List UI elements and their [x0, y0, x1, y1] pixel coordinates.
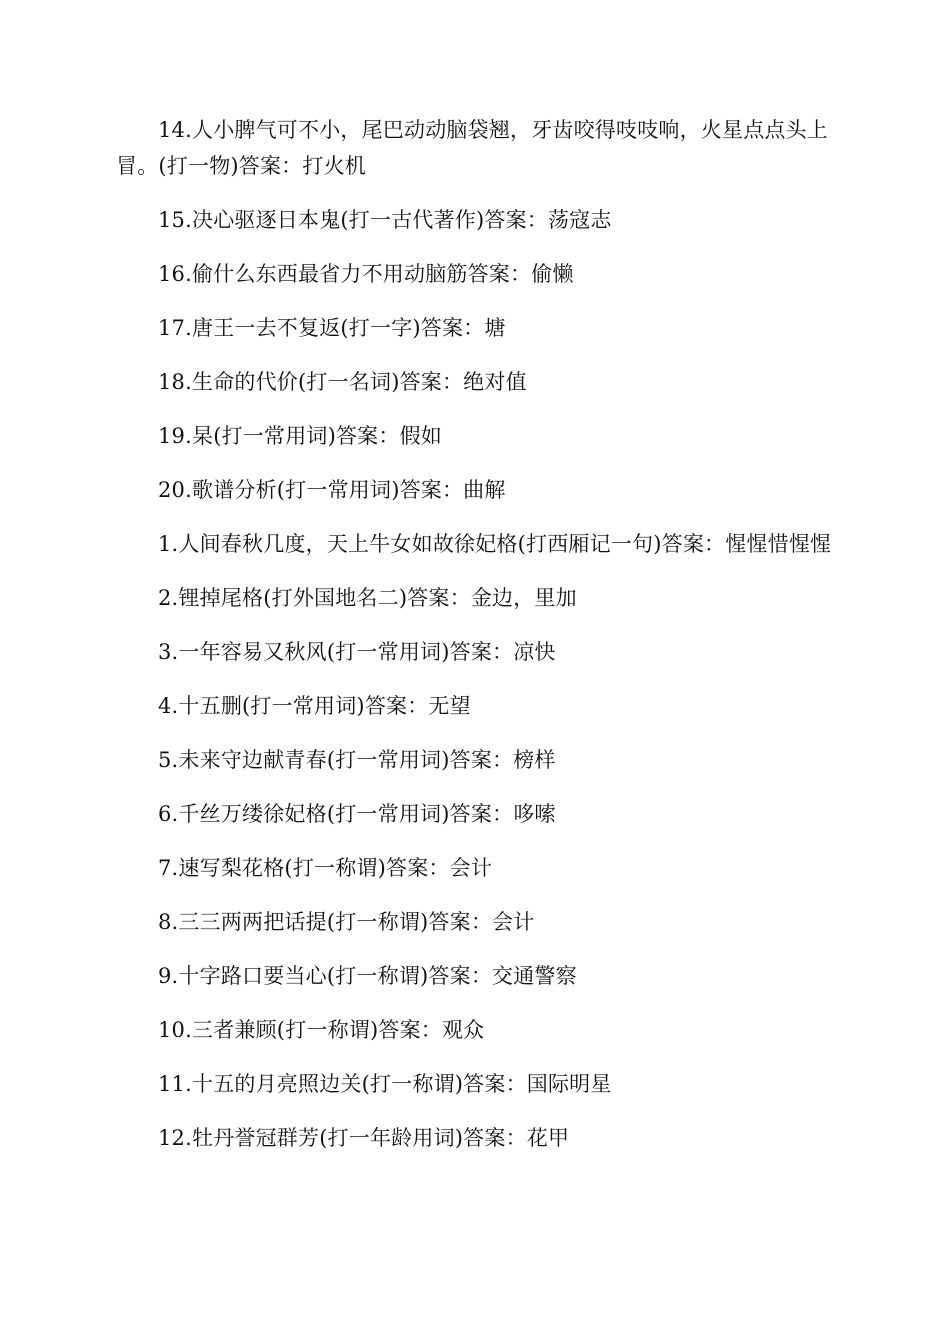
riddle-paragraph-11: 11.十五的月亮照边关(打一称谓)答案：国际明星 [158, 1072, 612, 1096]
riddle-paragraph-17: 17.唐王一去不复返(打一字)答案：塘 [158, 316, 506, 340]
riddle-paragraph-1: 1.人间春秋几度，天上牛女如故徐妃格(打西厢记一句)答案：惺惺惜惺惺 [158, 532, 832, 556]
riddle-paragraph-2: 2.锂掉尾格(打外国地名二)答案：金边，里加 [158, 586, 577, 610]
riddle-paragraph-4: 4.十五删(打一常用词)答案：无望 [158, 694, 471, 718]
riddle-paragraph-6: 6.千丝万缕徐妃格(打一常用词)答案：哆嗦 [158, 802, 556, 826]
riddle-paragraph-12: 12.牡丹誉冠群芳(打一年龄用词)答案：花甲 [158, 1126, 570, 1150]
riddle-paragraph-18: 18.生命的代价(打一名词)答案：绝对值 [158, 370, 527, 394]
riddle-paragraph-3: 3.一年容易又秋风(打一常用词)答案：凉快 [158, 640, 556, 664]
riddle-paragraph-7: 7.速写梨花格(打一称谓)答案：会计 [158, 856, 493, 880]
riddle-paragraph-15: 15.决心驱逐日本鬼(打一古代著作)答案：荡寇志 [158, 208, 612, 232]
riddle-paragraph-19: 19.杲(打一常用词)答案：假如 [158, 424, 442, 448]
riddle-paragraph-8: 8.三三两两把话提(打一称谓)答案：会计 [158, 910, 535, 934]
riddle-paragraph-10: 10.三者兼顾(打一称谓)答案：观众 [158, 1018, 485, 1042]
riddle-list [116, 112, 836, 1174]
riddle-paragraph-14: 14.人小脾气可不小，尾巴动动脑袋翘，牙齿咬得吱吱响，火星点点头上冒。(打一物)答案：打火机 [116, 118, 828, 178]
riddle-paragraph-20: 20.歌谱分析(打一常用词)答案：曲解 [158, 478, 506, 502]
riddle-paragraph-5: 5.未来守边献青春(打一常用词)答案：榜样 [158, 748, 556, 772]
riddle-paragraph-16: 16.偷什么东西最省力不用动脑筋答案：偷懒 [158, 262, 574, 286]
riddle-paragraph-9: 9.十字路口要当心(打一称谓)答案：交通警察 [158, 964, 577, 988]
